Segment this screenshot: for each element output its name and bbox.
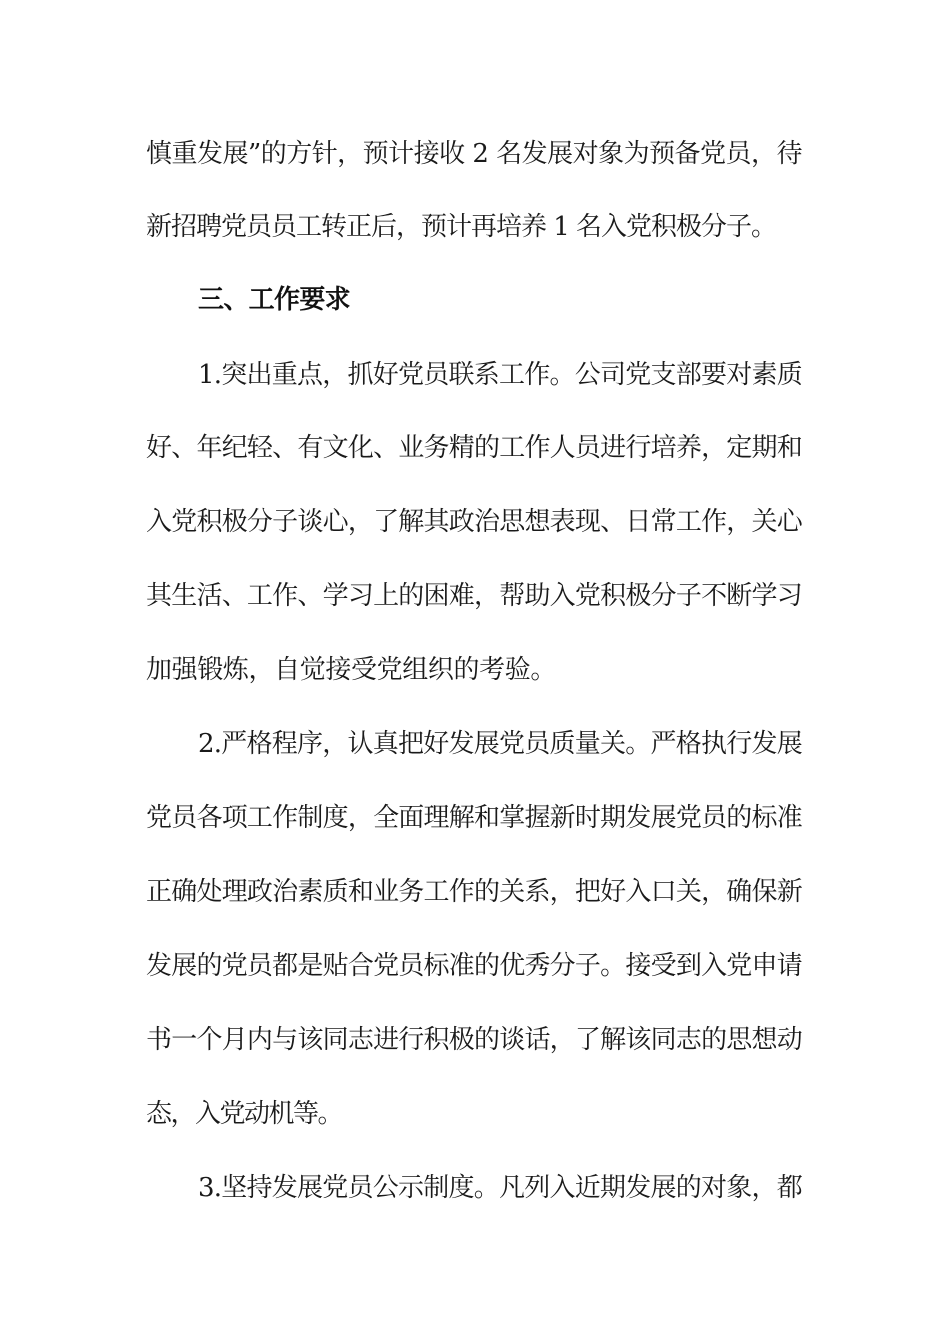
text-line [0,1020,950,1060]
text-line [0,798,950,838]
text-line [0,207,950,247]
paragraph-text: 其生活、工作、学习上的困难，帮助入党积极分子不断学习 [146,581,802,611]
text-line [0,428,950,468]
text-line [0,576,950,616]
text-line [0,872,950,912]
text-line [0,502,950,542]
paragraph-text: 好、年纪轻、有文化、业务精的工作人员进行培养，定期和 [146,433,802,463]
paragraph-end: 态，入党动机等。 [146,1099,342,1129]
text-line [0,1094,950,1134]
paragraph-start: 2.严格程序，认真把好发展党员质量关。严格执行发展 [198,729,802,759]
paragraph-text: 发展的党员都是贴合党员标准的优秀分子。接受到入党申请 [146,951,802,981]
paragraph-start: 1.突出重点，抓好党员联系工作。公司党支部要对素质 [198,360,802,390]
text-line [0,134,950,174]
paragraph-continuation: 慎重发展”的方针，预计接收 2 名发展对象为预备党员，待 [146,139,802,169]
section-heading-line [0,280,950,320]
text-line [0,355,950,395]
text-line [0,650,950,690]
paragraph-text: 正确处理政治素质和业务工作的关系，把好入口关，确保新 [146,877,802,907]
text-line [0,724,950,764]
paragraph-start: 3.坚持发展党员公示制度。凡列入近期发展的对象，都 [198,1173,802,1203]
text-line [0,946,950,986]
paragraph-end: 加强锻炼，自觉接受党组织的考验。 [146,655,556,685]
paragraph-text: 书一个月内与该同志进行积极的谈话，了解该同志的思想动 [146,1025,802,1055]
paragraph-text: 入党积极分子谈心，了解其政治思想表现、日常工作，关心 [146,507,802,537]
section-heading: 三、工作要求 [198,285,350,315]
text-line [0,1168,950,1208]
paragraph-text: 党员各项工作制度，全面理解和掌握新时期发展党员的标准 [146,803,802,833]
paragraph-continuation: 新招聘党员员工转正后，预计再培养 1 名入党积极分子。 [146,212,776,242]
